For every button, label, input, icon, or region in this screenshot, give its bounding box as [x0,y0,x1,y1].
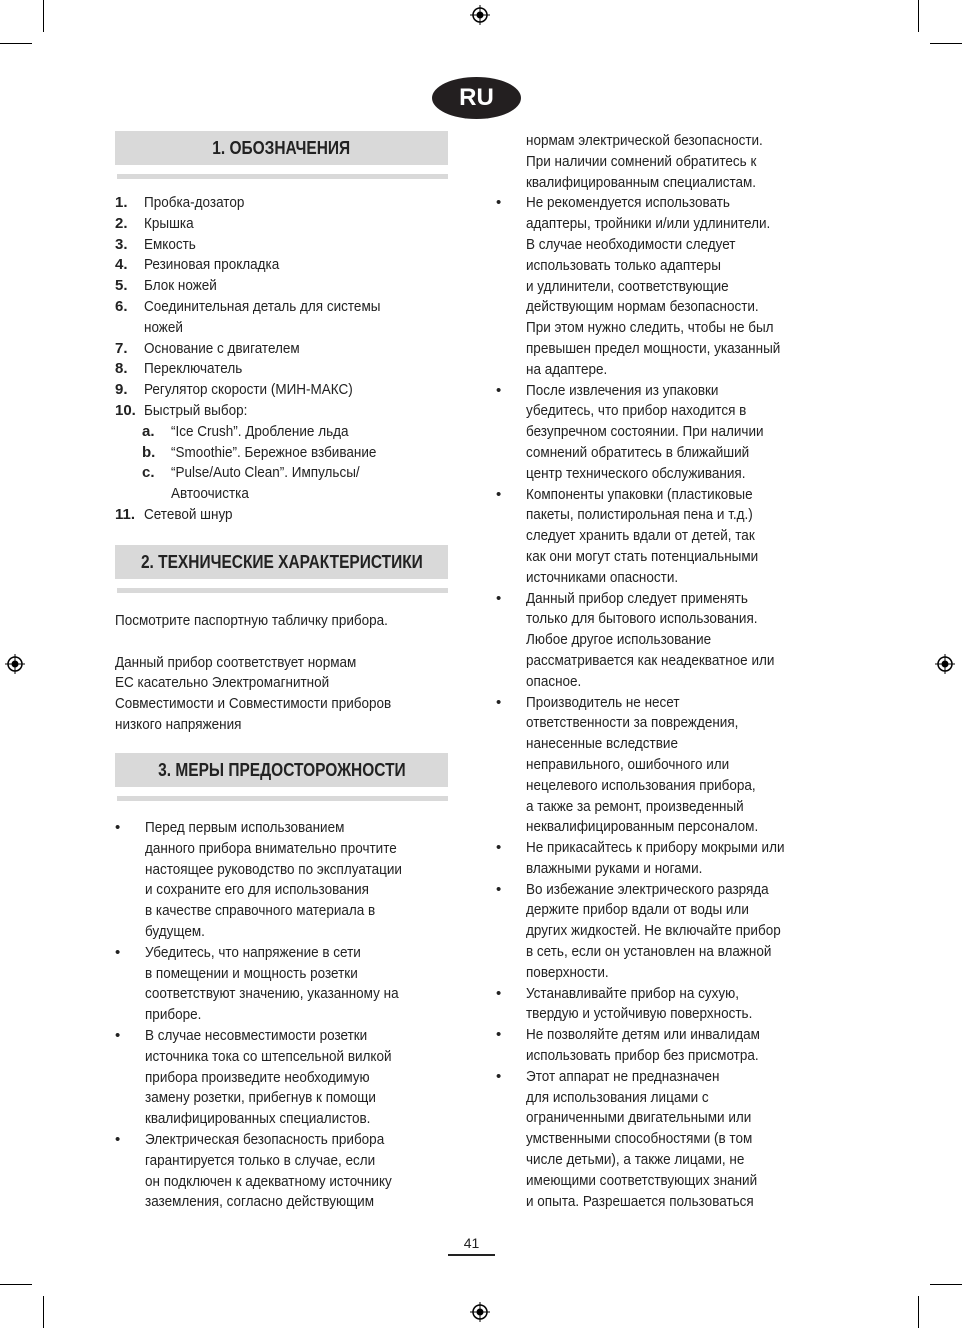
precautions-right [496,131,846,1212]
precaution-text: неправильного, ошибочного или [526,755,730,773]
precaution-item [496,838,846,880]
item-number: 5. [115,277,128,295]
precaution-text: Не позволяйте детям или инвалидам [526,1026,760,1044]
part-item [115,339,455,360]
specs-text [115,611,455,736]
crop-mark [43,1296,44,1328]
item-text: Основание с двигателем [144,339,300,357]
part-item [115,359,455,380]
crop-mark [0,43,32,44]
precaution-text: действующим нормам безопасности. [526,298,759,316]
crop-mark [43,0,44,32]
part-item [115,505,455,526]
precaution-text: прибора произведите необходимую [145,1068,370,1086]
spec-text: ЕС касательно Электромагнитной [115,674,330,692]
part-item [115,214,455,235]
precaution-item [496,1025,846,1067]
precaution-text: использовать только адаптеры [526,256,721,274]
precaution-text: В случае несовместимости розетки [145,1026,368,1044]
precaution-text: настоящее руководство по эксплуатации [145,860,402,878]
precaution-text: ответственности за повреждения, [526,714,739,732]
precaution-text: и сохраните его для использования [145,881,369,899]
precaution-text: В случае необходимости следует [526,235,736,253]
precaution-text: нормам электрической безопасности. [526,132,763,149]
part-item [115,297,455,339]
item-text: Емкость [144,235,196,253]
part-item [115,276,455,297]
precaution-text: и удлинители, соответствующие [526,277,729,295]
precaution-text: он подключен к адекватному источнику [145,1172,392,1190]
header-underline [117,796,448,801]
precaution-text: а также за ремонт, произведенный [526,797,744,815]
precaution-text: как они могут стать потенциальными [526,547,759,565]
precaution-text: нецелевого использования прибора, [526,776,756,794]
precaution-item [496,880,846,984]
precaution-text: Компоненты упаковки (пластиковые [526,485,753,503]
precaution-text: центр технического обслуживания. [526,464,746,482]
registration-mark-icon [935,654,955,674]
precaution-item [115,1130,455,1213]
precaution-text: данного прибора внимательно прочтите [145,839,397,857]
quick-select-item [115,422,455,443]
item-number: b. [142,443,156,461]
item-text: Автоочистка [171,485,249,503]
header-underline [117,174,448,179]
item-text: Сетевой шнур [144,505,233,523]
precaution-text: Производитель не несет [526,693,680,711]
precaution-text: нанесенные вследствие [526,735,678,753]
precaution-text: квалифицированных специалистов. [145,1110,371,1128]
section-header-precautions [115,753,448,787]
precaution-text: только для бытового использования. [526,610,758,628]
precaution-text: на адаптере. [526,360,608,378]
precaution-item [496,193,846,380]
precaution-text: После извлечения из упаковки [526,381,719,399]
item-text: Крышка [144,214,194,232]
precaution-text: в помещении и мощность розетки [145,964,358,982]
precaution-text: Не рекомендуется использовать [526,194,730,212]
quick-select-item [115,463,455,505]
precaution-text: других жидкостей. Не включайте прибор [526,922,781,940]
item-text: Регулятор скорости (МИН-МАКС) [144,381,353,399]
item-number: 1. [115,194,128,211]
precaution-text: заземления, согласно действующим [145,1193,374,1211]
precaution-item [115,943,455,1026]
precaution-text: в качестве справочного материала в [145,902,376,920]
precaution-text: пакеты, полистирольная пена и т.д.) [526,506,753,524]
item-number: a. [142,422,155,440]
item-number: 10. [115,401,136,419]
language-badge: RU [432,77,521,119]
part-item [115,380,455,401]
crop-mark [930,1284,962,1285]
part-item [115,255,455,276]
precaution-text: замену розетки, прибегнув к помощи [145,1089,376,1107]
item-number: 8. [115,360,128,378]
section-title: 2. ТЕХНИЧЕСКИЕ ХАРАКТЕРИСТИКИ [140,552,423,572]
item-text: Быстрый выбор: [144,401,248,419]
precaution-text: квалифицированным специалистам. [526,173,757,191]
part-item [115,401,455,422]
precaution-text: соответствуют значению, указанному на [145,985,399,1003]
precaution-text: безупречном состоянии. При наличии [526,423,764,441]
precaution-text: приборе. [145,1006,202,1024]
precaution-item [115,1026,455,1130]
item-text: Пробка-дозатор [144,194,245,211]
precaution-text: Убедитесь, что напряжение в сети [145,943,361,961]
precaution-item [496,693,846,839]
precaution-text: для использования лицами с [526,1088,709,1106]
registration-mark-icon [5,654,25,674]
precaution-text: Данный прибор следует применять [526,589,748,607]
quick-select-item [115,443,455,464]
precaution-text: опасное. [526,672,582,690]
item-number: 6. [115,297,128,315]
precaution-text: влажными руками и ногами. [526,859,703,877]
precaution-item [496,381,846,485]
item-number: 11. [115,505,136,523]
precaution-text: Электрическая безопасность прибора [145,1130,385,1148]
item-text: “Ice Crush”. Дробление льда [171,422,349,440]
item-text: Соединительная деталь для системы [144,297,381,315]
precaution-text: имеющими соответствующих знаний [526,1171,758,1189]
spec-text: Данный прибор соответствует нормам [115,653,357,671]
precaution-text: При наличии сомнений обратитесь к [526,152,757,170]
crop-mark [918,0,919,32]
precaution-text: Этот аппарат не предназначен [526,1067,720,1085]
part-item [115,235,455,256]
precaution-text: сомнений обратитесь в ближайший [526,443,750,461]
section-title: 3. МЕРЫ ПРЕДОСТОРОЖНОСТИ [157,760,406,780]
header-underline [117,588,448,593]
item-number: 3. [115,235,128,253]
precaution-text: и опыта. Разрешается пользоваться [526,1192,754,1210]
precaution-item [496,1067,846,1213]
precaution-text: превышен предел мощности, указанный [526,339,781,357]
registration-mark-icon [470,5,490,25]
precaution-text: числе детьми), а также лицами, не [526,1151,745,1169]
parts-list [115,193,455,526]
precaution-item [496,589,846,693]
precaution-text: Во избежание электрического разряда [526,880,769,898]
item-text: “Smoothie”. Бережное взбивание [171,443,377,461]
registration-mark-icon [470,1302,490,1322]
part-item [115,193,455,214]
page-number: 41 [463,1235,480,1251]
crop-mark [930,43,962,44]
precaution-text: держите прибор вдали от воды или [526,901,749,919]
precaution-text: Устанавливайте прибор на сухую, [526,984,740,1002]
precaution-text: рассматривается как неадекватное или [526,651,775,669]
precaution-text: адаптеры, тройники и/или удлинители. [526,215,771,233]
spec-text: Посмотрите паспортную табличку прибора. [115,612,388,629]
section-header-specs [115,545,448,579]
item-text: ножей [144,318,183,336]
precaution-text: неквалифицированным персоналом. [526,818,759,836]
section-title: 1. ОБОЗНАЧЕНИЯ [212,138,351,158]
precaution-item [496,485,846,589]
crop-mark [0,1284,32,1285]
item-text: Блок ножей [144,277,217,295]
precaution-text: будущем. [145,922,205,940]
precaution-text: источниками опасности. [526,568,679,586]
precaution-text: гарантируется только в случае, если [145,1151,376,1169]
precaution-text: следует хранить вдали от детей, так [526,527,755,545]
item-text: Переключатель [144,360,243,378]
item-number: 2. [115,214,128,232]
spec-text: низкого напряжения [115,715,242,733]
precaution-text: поверхности. [526,963,609,981]
precaution-item [496,984,846,1026]
precaution-text: в сеть, если он установлен на влажной [526,943,772,961]
item-text: “Pulse/Auto Clean”. Импульсы/ [171,464,360,482]
item-text: Резиновая прокладка [144,256,280,274]
crop-mark [918,1296,919,1328]
precaution-text: ограниченными двигательными или [526,1109,752,1127]
section-header-designations [115,131,448,165]
precaution-text: Любое другое использование [526,631,712,649]
page-number-underline [448,1254,495,1256]
precaution-text: умственными способностями (в том [526,1130,753,1148]
item-number: 4. [115,256,128,274]
item-number: 7. [115,339,128,357]
precaution-text: использовать прибор без присмотра. [526,1047,759,1065]
precautions-left [115,818,455,1213]
precaution-text: Перед первым использованием [145,819,345,836]
precaution-text: твердую и устойчивую поверхность. [526,1005,753,1023]
item-number: c. [142,464,155,482]
precaution-text: убедитесь, что прибор находится в [526,402,747,420]
precaution-text: При этом нужно следить, чтобы не был [526,319,774,337]
spec-text: Совместимости и Совместимости приборов [115,695,392,713]
precaution-text: Не прикасайтесь к прибору мокрыми или [526,839,785,857]
item-number: 9. [115,381,128,399]
precaution-text: источника тока со штепсельной вилкой [145,1047,392,1065]
precaution-item [115,818,455,943]
